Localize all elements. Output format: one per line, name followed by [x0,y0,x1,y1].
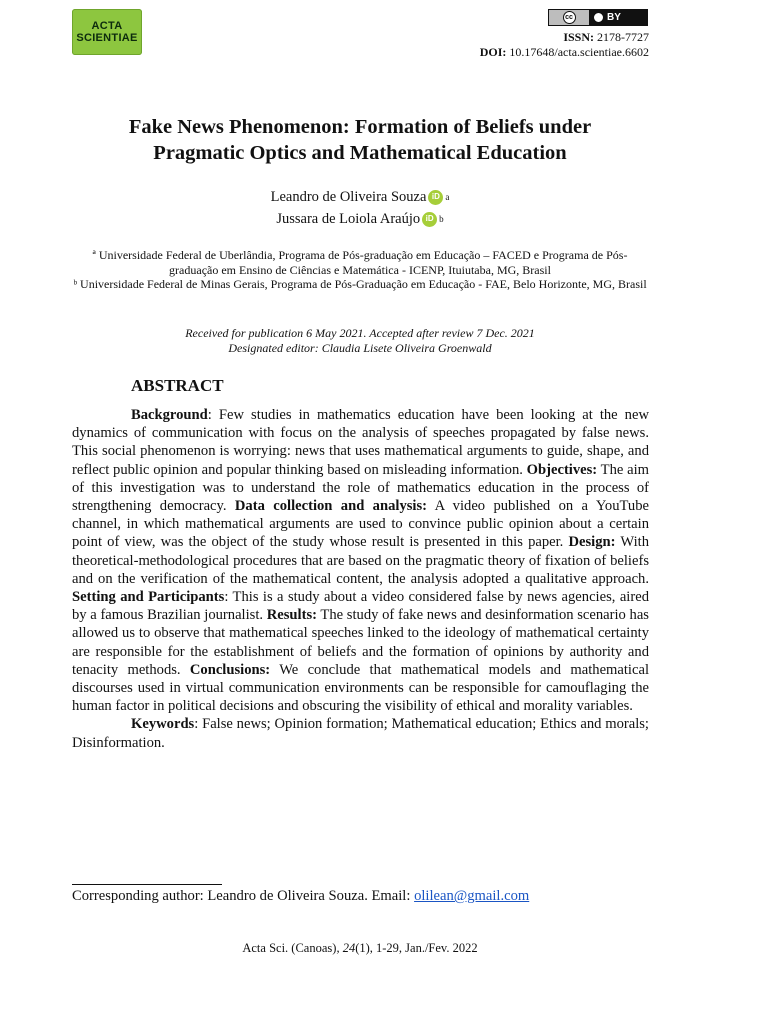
license-by-label: BY [607,12,621,23]
footer-journal: Acta Sci. (Canoas) [242,941,337,955]
by-part [589,10,647,25]
affiliations [72,248,648,292]
design-text: With theoretical-methodological procedures that are based on the pragmatic theory of fixation of beliefs and on the verification of the mathematical content, the analysis adopted a qualitative approach. [72,534,649,587]
editor-line: Designated editor: Claudia Lisete Oliveira Groenwald [228,340,492,355]
setting-text: : This is a study about a video considered false by news agencies, aired by a famous Brazilian journalist. [72,589,649,624]
keywords-text: : False news; Opinion formation; Mathematical education; Ethics and morals; Disinformation. [72,716,649,751]
keywords-label: Keywords [131,716,195,733]
logo-line-2: SCIENTIAE [76,32,138,44]
affiliation-mark: a [445,192,450,202]
issn-label: ISSN: [563,30,594,44]
page-footer: Acta Sci. (Canoas), 24(1), 1-29, Jan./Fev. 2022 [242,941,478,955]
received-line: Received for publication 6 May 2021. Accepted after review 7 Dec. 2021 [185,326,535,340]
creative-commons-icon: cc [563,11,576,24]
attribution-icon [593,12,604,23]
footer-volume: 24 [342,941,356,955]
title-line-1: Fake News Phenomenon: Formation of Beliefs under [128,116,592,138]
journal-identifiers [480,30,649,60]
logo-line-1: ACTA [91,20,123,32]
background-label: Background [131,407,208,423]
issn-value: 2178-7727 [597,30,649,44]
article-title [72,114,648,166]
orcid-icon[interactable]: iD [422,212,437,227]
author-2 [72,208,648,230]
doi-line [480,45,649,60]
title-line-2: Pragmatic Optics and Mathematical Education [153,142,567,164]
orcid-icon[interactable]: iD [428,190,443,205]
corresponding-author-footnote [72,887,529,905]
cc-part [549,10,589,25]
author-email-link[interactable]: olilean@gmail.com [414,888,530,904]
publication-dates [72,326,648,355]
author-name: Leandro de Oliveira Souza [270,189,427,205]
issn-line [480,30,649,45]
doi-label: DOI: [479,45,507,59]
design-label: Design: [568,534,616,551]
abstract-paragraph [72,406,649,715]
data-collection-label: Data collection and analysis: [234,498,428,515]
affiliation-b: ᵇ Universidade Federal de Minas Gerais, Programa de Pós-Graduação em Educação - FAE, Belo Horizonte, MG, Brasil [73,277,647,291]
objectives-text: The aim of this investigation was to understand the role of mathematics education in the process of strengthening democracy. [72,461,650,515]
conclusions-text: We conclude that mathematical models and mathematical discourses used in virtual communication environments can be responsible for camouflaging the human factor in political decisions and obscuring the visibility of ethical and morality variables. [72,661,649,715]
author-1 [72,186,648,208]
abstract-body [72,406,649,752]
footnote-text: Corresponding author: Leandro de Oliveira Souza. Email: [72,888,415,904]
data-collection-text: A video published on a YouTube channel, in which mathematical arguments are used to convince public opinion about a certain point of view, was the object of the study whose result is presented in this paper. [72,498,649,551]
setting-label: Setting and Participants [72,589,225,606]
conclusions-label: Conclusions: [189,661,271,678]
results-text: The study of fake news and desinformation scenario has allowed us to observe that mathematical speeches linked to the ideology of mathematical certainty are responsible for the establishment of beliefs and the formation of opinions by authority and tenacity methods. [72,607,649,678]
objectives-label: Objectives: [526,461,598,478]
abstract-heading: ABSTRACT [131,376,224,395]
author-list [72,186,648,230]
footnote-divider [72,884,222,885]
results-label: Results: [266,607,318,624]
cc-by-license-badge[interactable] [548,9,648,26]
author-name: Jussara de Loiola Araújo [276,211,421,227]
doi-value: 10.17648/acta.scientiae.6602 [509,45,649,59]
keywords-paragraph [72,715,649,751]
affiliation-a: ª Universidade Federal de Uberlândia, Programa de Pós-graduação em Educação – FACED e Programa de Pós-graduação em Ensino de Ciências e Matemática - ICENP, Ituiutaba, MG, Brasil [92,248,628,277]
affiliation-mark: b [439,214,444,224]
background-text: : Few studies in mathematics education have been looking at the new dynamics of communication with focus on the analysis of speeches propagated by false news. This social phenomenon is worrying: news that uses mathematical arguments to guide, shape, and reflect public opinion and popular thinking based on misleading information. [72,407,649,478]
journal-logo [72,9,142,55]
footer-issue-pages: (1), 1-29, Jan./Fev. 2022 [355,941,478,955]
